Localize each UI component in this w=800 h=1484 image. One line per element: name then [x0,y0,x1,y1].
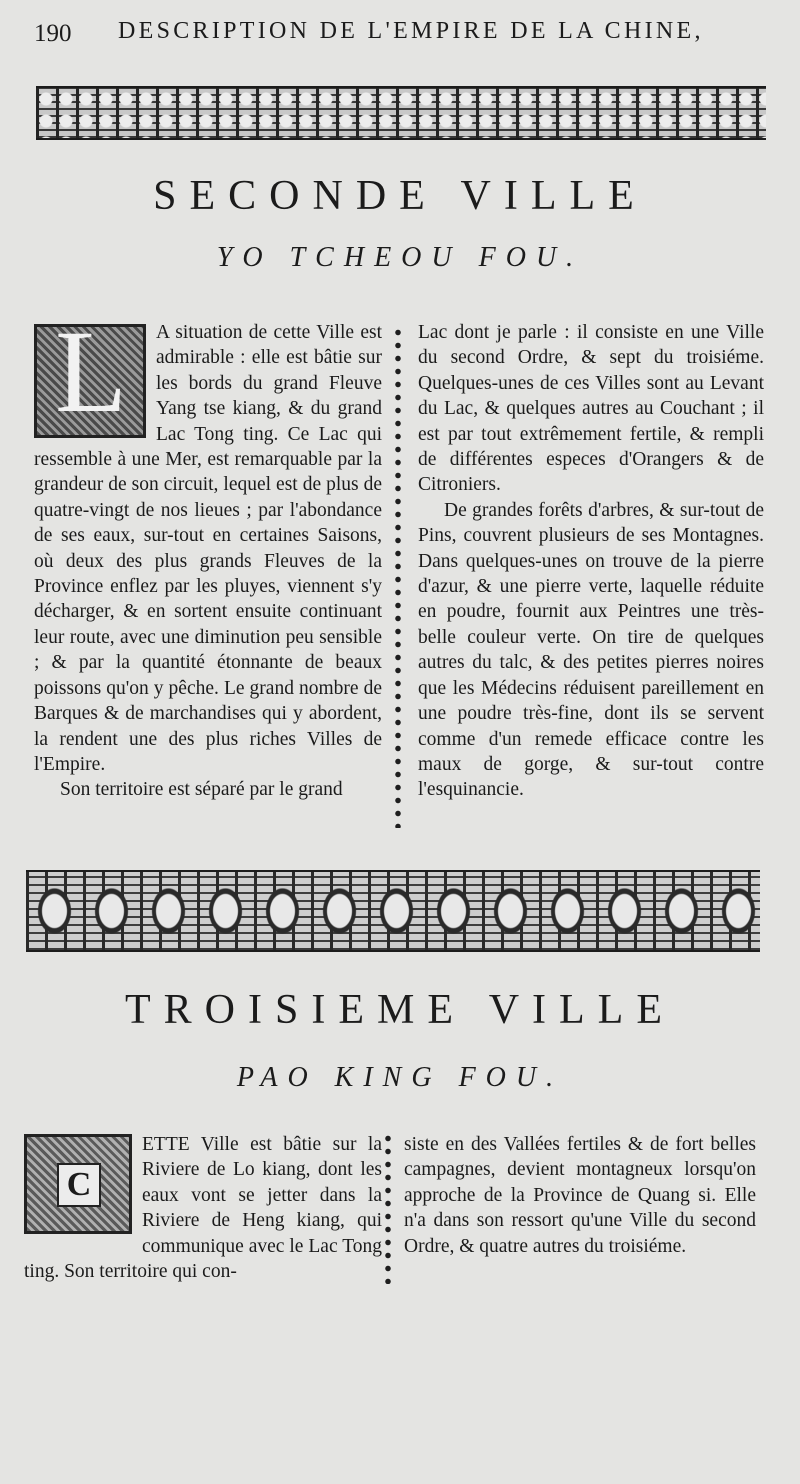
section-title-troisieme-ville: TROISIEME VILLE [124,987,675,1033]
dropcap-letter: C [57,1163,101,1207]
paragraph: Son territoire est séparé par le grand [60,779,343,801]
ornamental-headband-middle [26,870,760,952]
dropcap-letter: L [55,306,128,437]
paragraph: siste en des Vallées fertiles & de fort belles campagnes, devient montagneux lorsqu'on approche de la Province de Quang si. Elle n'a dans son ressort qu'une Ville du second Ordre, & quatre autres du troisiéme. [404,1134,756,1257]
column-divider [384,1132,392,1284]
page-number: 190 [34,20,72,47]
section1-right-column [418,320,764,803]
dropcap-l-ornament [34,306,146,438]
column-divider [394,326,402,828]
paragraph: Lac dont je parle : il consiste en une Ville du second Ordre, & sept du troisiéme. Quelques-unes de ces Villes sont au Levant du Lac, & quelques autres au Couchant ; il est par tout extrêmement fertile, & rempli de différentes especes d'Orangers & de Citroniers. [418,322,764,496]
section-subtitle-pao-king-fou: PAO KING FOU. [236,1062,564,1093]
section-subtitle-yo-tcheou-fou: YO TCHEOU FOU. [216,242,584,273]
paragraph: ETTE Ville est bâtie sur la Riviere de Lo kiang, dont les eaux vont se jetter dans la Riviere de Heng kiang, qui communique avec le Lac Tong ting. Son territoire qui con- [24,1134,382,1283]
section2-right-column [404,1132,756,1259]
paragraph: A situation de cette Ville est admirable : elle est bâtie sur les bords du grand Fleuve Yang tse kiang, & du grand Lac Tong ting. Ce Lac qui ressemble à une Mer, est remarquable par la grandeur de son circuit, lequel est de plus de quatre-vingt de nos lieues ; par l'abondance de ses eaux, sur-tout en certaines Saisons, où deux des plus grands Fleuves de la Province enflez par les pluyes, viennent s'y décharger, & en sortent ensuite continuant leur route, avec une diminution peu sensible ; & par la quantité étonnante de beaux poissons qu'on y pêche. Le grand nombre de Barques & de marchandises qui y abordent, la rendent une des plus riches Villes de l'Empire. [34,322,382,775]
paragraph: De grandes forêts d'arbres, & sur-tout de Pins, couvrent plusieurs de ses Montagnes. Dans quelques-unes on trouve de la pierre d'azur, & une pierre verte, laquelle réduite en poudre, fournit aux Peintres une très-belle couleur verte. On tire de quelques autres du talc, & des petites pierres noires que les Médecins réduisent pareillement en une poudre très-fine, dont ils se servent comme d'un remede efficace contre les maux de gorge, & sur-tout contre l'esquinancie. [418,499,764,801]
running-head-title: DESCRIPTION DE L'EMPIRE DE LA CHINE, [118,18,704,44]
section1-left-column [34,306,382,803]
section2-left-column [24,1132,382,1284]
section-title-seconde-ville: SECONDE VILLE [153,173,647,219]
dropcap-c-ornament [24,1134,132,1234]
ornamental-headband-top [36,86,766,140]
